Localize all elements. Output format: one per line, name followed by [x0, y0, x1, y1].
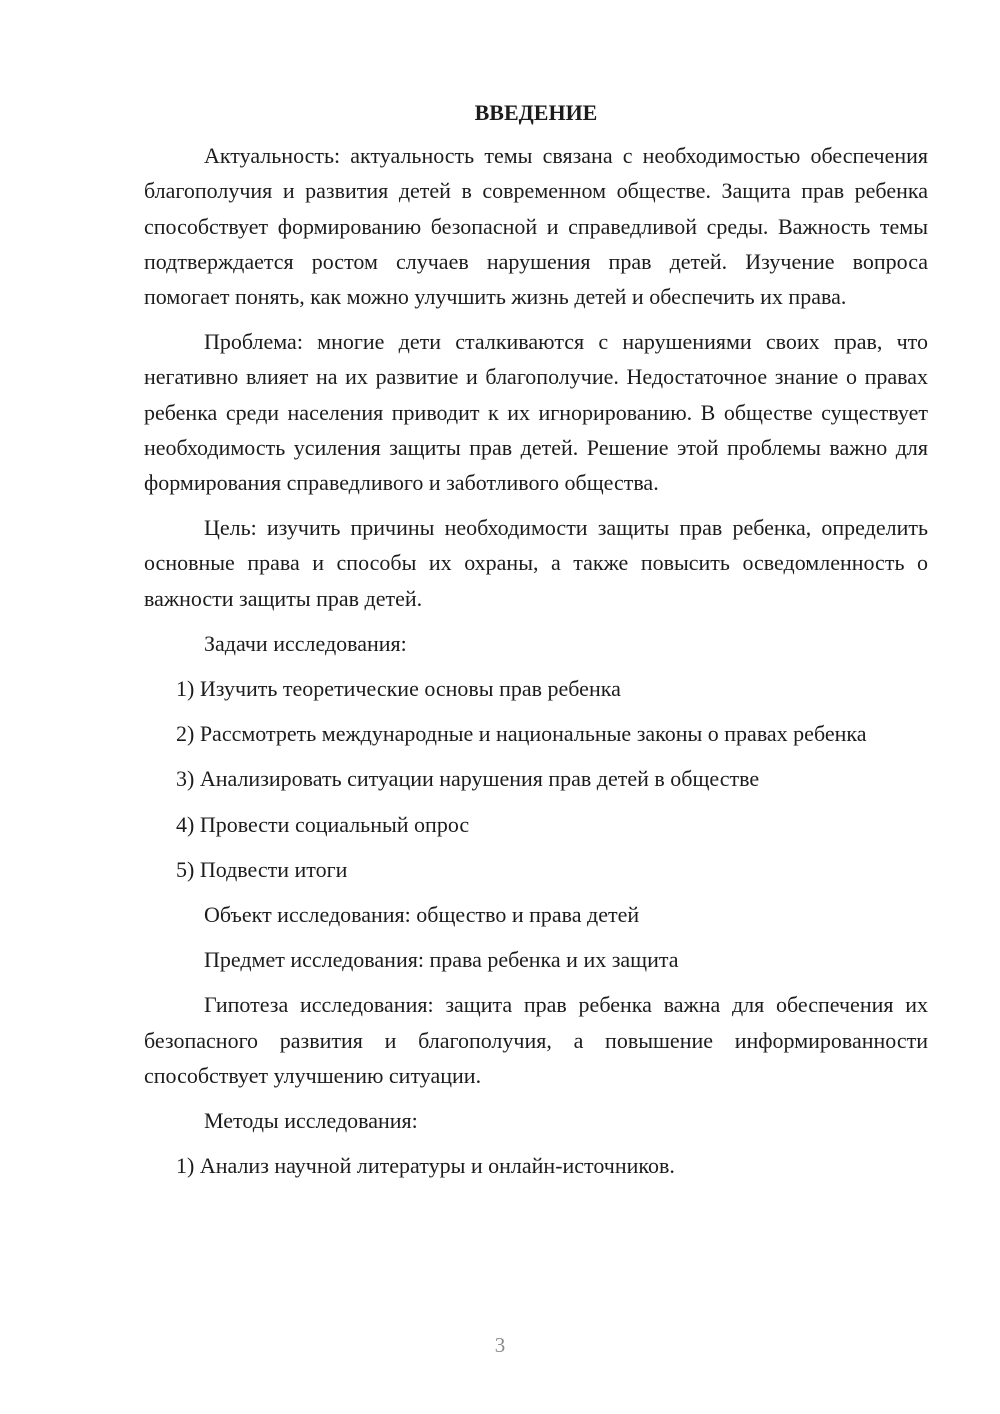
page-title: ВВЕДЕНИЕ	[474, 100, 598, 125]
problem-paragraph: Проблема: многие дети сталкиваются с нарушениями своих прав, что негативно влияет на их развитие и благополучие. Недостаточное знание о правах ребенка среди населения приводит к их игнорированию. В обществе существует необходимость усиления защиты прав детей. Решение этой проблемы важно для формирования справедливого и заботливого общества.	[144, 329, 928, 496]
object-paragraph: Объект исследования: общество и права детей	[204, 902, 640, 928]
task-item-5: 5) Подвести итоги	[176, 856, 348, 882]
tasks-heading: Задачи исследования:	[204, 630, 407, 656]
goal-paragraph: Цель: изучить причины необходимости защиты прав ребенка, определить основные права и способы их охраны, а также повысить осведомленность о важности защиты прав детей.	[144, 515, 928, 611]
relevance-paragraph: Актуальность: актуальность темы связана с необходимостью обеспечения благополучия и развития детей в современном обществе. Защита прав ребенка способствует формированию безопасной и справедливой среды. Важность темы подтверждается ростом случаев нарушения прав детей. Изучение вопроса помогает понять, как можно улучшить жизнь детей и обеспечить их права.	[144, 143, 928, 310]
page-number: 3	[494, 1333, 506, 1357]
task-item-1: 1) Изучить теоретические основы прав ребенка	[176, 676, 621, 702]
hypothesis-paragraph: Гипотеза исследования: защита прав ребенка важна для обеспечения их безопасного развития и благополучия, а повышение информированности способствует улучшению ситуации.	[144, 992, 928, 1088]
methods-heading: Методы исследования:	[204, 1108, 418, 1134]
task-item-4: 4) Провести социальный опрос	[176, 811, 470, 837]
page-body	[144, 95, 928, 1193]
method-item-1: 1) Анализ научной литературы и онлайн-источников.	[176, 1153, 675, 1179]
subject-paragraph: Предмет исследования: права ребенка и их защита	[204, 947, 679, 973]
task-item-3: 3) Анализировать ситуации нарушения прав детей в обществе	[176, 766, 760, 792]
task-item-2: 2) Рассмотреть международные и национальные законы о правах ребенка	[176, 721, 867, 747]
